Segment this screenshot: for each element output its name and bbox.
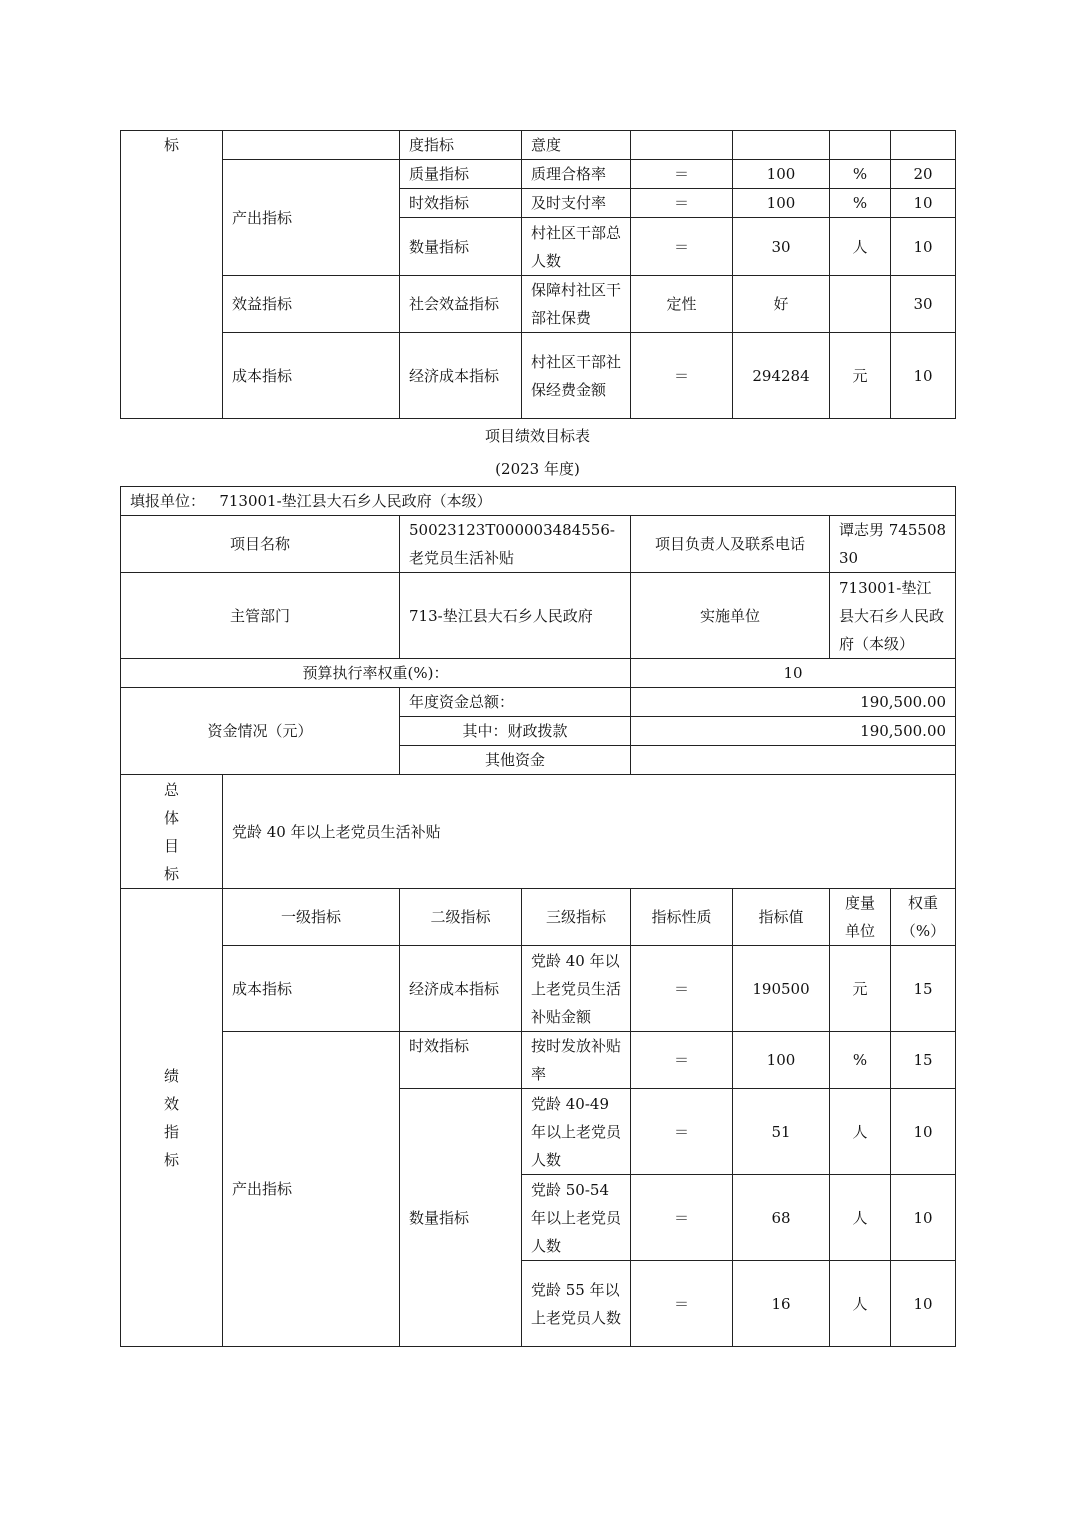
weight-cell: 10 <box>891 218 956 276</box>
budget-rate-value: 10 <box>631 659 956 688</box>
fund-total-value: 190,500.00 <box>631 688 956 717</box>
fill-unit-value: 713001-垫江县大石乡人民政府（本级） <box>219 492 492 510</box>
level2-cell: 社会效益指标 <box>400 276 522 333</box>
nature-cell: ＝ <box>631 218 733 276</box>
weight-cell: 20 <box>891 160 956 189</box>
table-subtitle: (2023 年度) <box>495 460 580 478</box>
impl-value: 713001-垫江县大石乡人民政府（本级） <box>830 573 956 659</box>
level1-cell: 成本指标 <box>223 946 400 1032</box>
unit-cell: 人 <box>830 218 891 276</box>
perf-label-tail: 标 <box>121 131 223 419</box>
level1-cell: 效益指标 <box>223 276 400 333</box>
level2-cell: 数量指标 <box>400 1089 522 1347</box>
weight-cell: 15 <box>891 1032 956 1089</box>
unit-cell: 元 <box>830 333 891 419</box>
fill-unit-row <box>121 487 956 516</box>
level3-cell: 党龄 40 年以上老党员生活补贴金额 <box>522 946 631 1032</box>
leader-label: 项目负责人及联系电话 <box>631 516 830 573</box>
level2-cell: 质量指标 <box>400 160 522 189</box>
unit-cell: % <box>830 1032 891 1089</box>
table-title: 项目绩效目标表 <box>484 427 590 445</box>
nature-cell: ＝ <box>631 1261 733 1347</box>
header-level2: 二级指标 <box>400 889 522 946</box>
level2-cell: 时效指标 <box>400 1032 522 1089</box>
nature-cell: ＝ <box>631 1089 733 1175</box>
fill-unit-label: 填报单位： <box>130 492 206 510</box>
value-cell: 30 <box>733 218 830 276</box>
unit-cell: % <box>830 160 891 189</box>
level1-cell: 成本指标 <box>223 333 400 419</box>
level3-cell: 质理合格率 <box>522 160 631 189</box>
budget-rate-label: 预算执行率权重(%)： <box>121 659 631 688</box>
dept-value: 713-垫江县大石乡人民政府 <box>400 573 631 659</box>
level1-cell: 产出指标 <box>223 160 400 276</box>
weight-cell: 10 <box>891 1089 956 1175</box>
weight-cell: 30 <box>891 276 956 333</box>
header-value: 指标值 <box>733 889 830 946</box>
weight-cell: 15 <box>891 946 956 1032</box>
value-cell: 190500 <box>733 946 830 1032</box>
level1-cell: 产出指标 <box>223 1032 400 1347</box>
level2-cell: 经济成本指标 <box>400 946 522 1032</box>
leader-value: 谭志男 74550830 <box>830 516 956 573</box>
unit-cell: 人 <box>830 1175 891 1261</box>
value-cell: 68 <box>733 1175 830 1261</box>
value-cell: 100 <box>733 160 830 189</box>
perf-label: 绩效指标 <box>121 889 223 1347</box>
project-name-label: 项目名称 <box>121 516 400 573</box>
level2-cell: 数量指标 <box>400 218 522 276</box>
fund-label: 资金情况（元） <box>121 688 400 775</box>
value-cell: 100 <box>733 189 830 218</box>
top-indicator-table <box>120 130 956 419</box>
header-unit: 度量单位 <box>830 889 891 946</box>
fund-other-value <box>631 746 956 775</box>
level2-cell: 度指标 <box>400 131 522 160</box>
fund-total-label: 年度资金总额： <box>400 688 631 717</box>
level3-cell: 村社区干部社保经费金额 <box>522 333 631 419</box>
value-cell: 16 <box>733 1261 830 1347</box>
unit-cell: 元 <box>830 946 891 1032</box>
header-nature: 指标性质 <box>631 889 733 946</box>
weight-cell: 10 <box>891 333 956 419</box>
project-name-value: 50023123T000003484556-老党员生活补贴 <box>400 516 631 573</box>
unit-cell: 人 <box>830 1261 891 1347</box>
performance-goal-table <box>120 486 956 1347</box>
nature-cell: ＝ <box>631 333 733 419</box>
weight-cell: 10 <box>891 1261 956 1347</box>
weight-cell: 10 <box>891 1175 956 1261</box>
unit-cell: % <box>830 189 891 218</box>
level3-cell: 按时发放补贴率 <box>522 1032 631 1089</box>
value-cell: 51 <box>733 1089 830 1175</box>
level3-cell: 党龄 40-49 年以上老党员人数 <box>522 1089 631 1175</box>
nature-cell: ＝ <box>631 946 733 1032</box>
nature-cell: ＝ <box>631 189 733 218</box>
level2-cell: 时效指标 <box>400 189 522 218</box>
value-cell: 294284 <box>733 333 830 419</box>
value-cell: 好 <box>733 276 830 333</box>
fund-fiscal-label: 其中：财政拨款 <box>400 717 631 746</box>
nature-cell: 定性 <box>631 276 733 333</box>
header-weight: 权重（%） <box>891 889 956 946</box>
goal-value: 党龄 40 年以上老党员生活补贴 <box>223 775 956 889</box>
header-level3: 三级指标 <box>522 889 631 946</box>
level3-cell: 党龄 50-54 年以上老党员人数 <box>522 1175 631 1261</box>
goal-label: 总体目标 <box>121 775 223 889</box>
impl-label: 实施单位 <box>631 573 830 659</box>
nature-cell: ＝ <box>631 1032 733 1089</box>
level3-cell: 意度 <box>522 131 631 160</box>
fund-fiscal-value: 190,500.00 <box>631 717 956 746</box>
level2-cell: 经济成本指标 <box>400 333 522 419</box>
unit-cell: 人 <box>830 1089 891 1175</box>
unit-cell <box>830 276 891 333</box>
level3-cell: 党龄 55 年以上老党员人数 <box>522 1261 631 1347</box>
weight-cell: 10 <box>891 189 956 218</box>
value-cell: 100 <box>733 1032 830 1089</box>
header-level1: 一级指标 <box>223 889 400 946</box>
level3-cell: 保障村社区干部社保费 <box>522 276 631 333</box>
fund-other-label: 其他资金 <box>400 746 631 775</box>
nature-cell: ＝ <box>631 1175 733 1261</box>
nature-cell: ＝ <box>631 160 733 189</box>
level3-cell: 村社区干部总人数 <box>522 218 631 276</box>
dept-label: 主管部门 <box>121 573 400 659</box>
cell-empty <box>223 131 400 160</box>
level3-cell: 及时支付率 <box>522 189 631 218</box>
